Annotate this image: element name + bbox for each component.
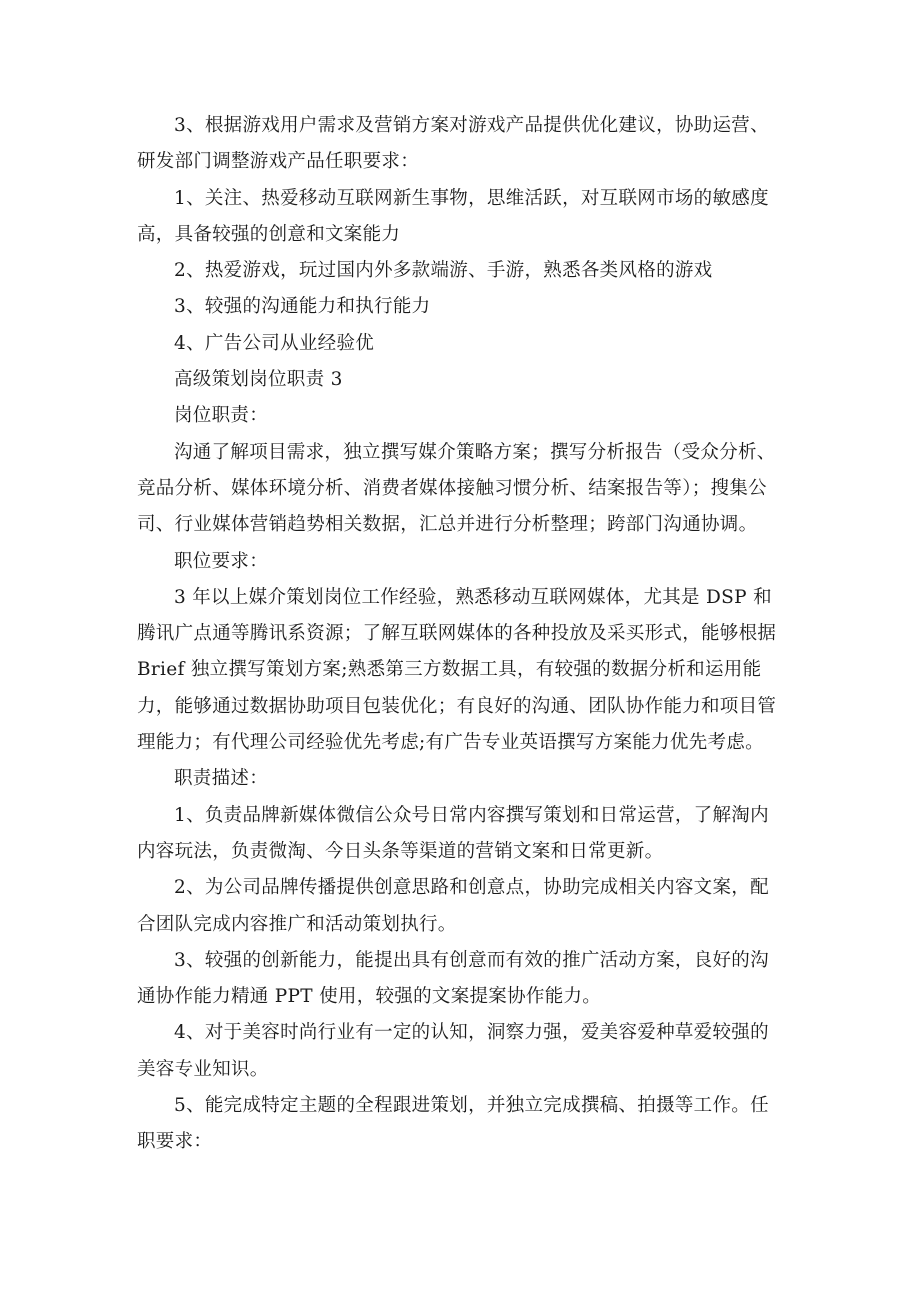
paragraph-description-2: 2、为公司品牌传播提供创意思路和创意点，协助完成相关内容文案，配合团队完成内容推广和活动策划执行。 xyxy=(137,877,769,935)
paragraph-requirement-4: 4、广告公司从业经验优 xyxy=(174,332,375,354)
paragraph-requirements: 3 年以上媒介策划岗位工作经验，熟悉移动互联网媒体，尤其是 DSP 和腾讯广点通等腾讯系资源；了解互联网媒体的各种投放及采买形式，能够根据 Brief 独立撰写策划方案;熟悉第三方数据工具，有较强的数据分析和运用能力，能够通过数据协助项目包装优化；有良好的沟通、团队协作能力和项目管理能力；有代理公司经验优先考虑;有广告专业英语撰写方案能力优先考虑。 xyxy=(137,586,777,754)
paragraph-requirement-3: 3、较强的沟通能力和执行能力 xyxy=(174,296,431,318)
paragraph-description-1: 1、负责品牌新媒体微信公众号日常内容撰写策划和日常运营，了解淘内内容玩法，负责微淘、今日头条等渠道的营销文案和日常更新。 xyxy=(137,804,769,862)
paragraph-duties: 沟通了解项目需求，独立撰写媒介策略方案；撰写分析报告（受众分析、竞品分析、媒体环境分析、消费者媒体接触习惯分析、结案报告等）；搜集公司、行业媒体营销趋势相关数据，汇总并进行分析整理；跨部门沟通协调。 xyxy=(137,441,776,536)
subheading-description: 职责描述： xyxy=(174,768,269,790)
paragraph-description-5: 5、能完成特定主题的全程跟进策划，并独立完成撰稿、拍摄等工作。任职要求： xyxy=(137,1095,769,1153)
subheading-requirements: 职位要求： xyxy=(174,550,269,572)
section-heading: 高级策划岗位职责 3 xyxy=(174,369,343,391)
paragraph-description-4: 4、对于美容时尚行业有一定的认知，洞察力强，爱美容爱种草爱较强的美容专业知识。 xyxy=(137,1022,769,1080)
subheading-duties: 岗位职责： xyxy=(174,405,269,427)
paragraph-requirement-2: 2、热爱游戏，玩过国内外多款端游、手游，熟悉各类风格的游戏 xyxy=(174,260,713,282)
paragraph-game-optimization: 3、根据游戏用户需求及营销方案对游戏产品提供优化建议，协助运营、研发部门调整游戏产品任职要求： xyxy=(137,115,769,173)
paragraph-description-3: 3、较强的创新能力，能提出具有创意而有效的推广活动方案，良好的沟通协作能力精通 PPT 使用，较强的文案提案协作能力。 xyxy=(137,949,769,1008)
document-body xyxy=(137,108,783,1161)
paragraph-requirement-1: 1、关注、热爱移动互联网新生事物，思维活跃，对互联网市场的敏感度高，具备较强的创意和文案能力 xyxy=(137,187,769,245)
